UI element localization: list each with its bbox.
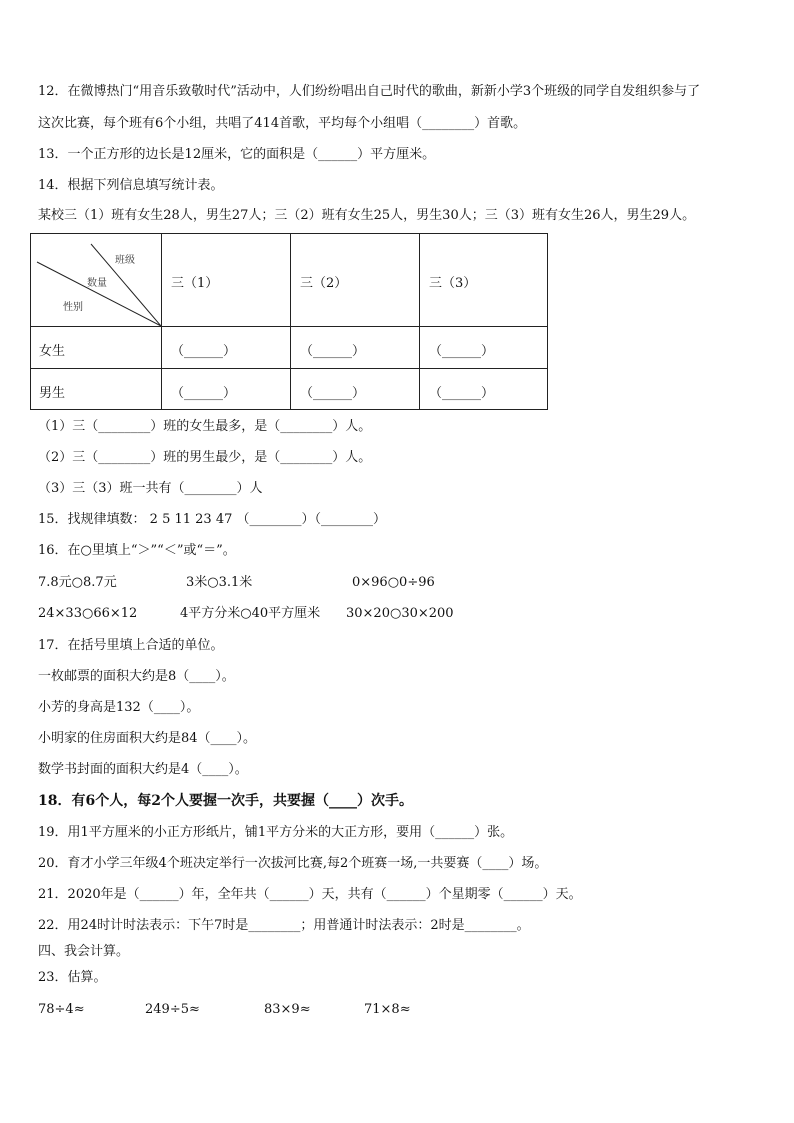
q20: 20．育才小学三年级4个班决定举行一次拔河比赛,每2个班赛一场,一共要赛（____）场。 <box>38 856 548 871</box>
corner-label-class: 班级 <box>115 255 135 266</box>
corner-label-quantity: 数量 <box>87 278 107 289</box>
male-blank-2: （______） <box>300 386 366 401</box>
q17-item-4: 数学书封面的面积大约是4（____）。 <box>38 762 248 777</box>
q14-sub2: （2）三（________）班的男生最少，是（________）人。 <box>38 450 372 465</box>
estimate-item: 71×8≈ <box>364 1002 411 1017</box>
statistics-table <box>30 233 548 410</box>
q14-title: 14．根据下列信息填写统计表。 <box>38 178 224 193</box>
male-blank-3: （______） <box>429 386 495 401</box>
female-blank-2: （______） <box>300 344 366 359</box>
q17-item-3: 小明家的住房面积大约是84（____）。 <box>38 731 257 746</box>
q17-item-1: 一枚邮票的面积大约是8（____）。 <box>38 669 235 684</box>
compare-item: 3米○3.1米 <box>186 575 253 590</box>
compare-item: 7.8元○8.7元 <box>38 575 117 590</box>
estimate-item: 249÷5≈ <box>145 1002 200 1017</box>
q23-title: 23．估算。 <box>38 970 107 985</box>
row-label-male: 男生 <box>39 386 66 401</box>
male-blank-1: （______） <box>171 386 237 401</box>
section-title: 四、我会计算。 <box>38 944 130 959</box>
q14-sub3: （3）三（3）班一共有（________）人 <box>38 481 263 496</box>
row-label-female: 女生 <box>39 344 66 359</box>
compare-item: 0×96○0÷96 <box>352 575 435 590</box>
estimate-item: 83×9≈ <box>264 1002 311 1017</box>
q17-title: 17．在括号里填上合适的单位。 <box>38 638 224 653</box>
q16-title: 16．在○里填上“＞”“＜”或“＝”。 <box>38 543 236 558</box>
q18: 18．有6个人，每2个人要握一次手，共要握（____）次手。 <box>38 793 413 809</box>
q13: 13．一个正方形的边长是12厘米，它的面积是（______）平方厘米。 <box>38 147 436 162</box>
female-blank-1: （______） <box>171 344 237 359</box>
q21: 21．2020年是（______）年，全年共（______）天，共有（______）个星期零（______）天。 <box>38 887 582 902</box>
column-header-2: 三（2） <box>300 276 348 291</box>
compare-item: 30×20○30×200 <box>346 606 454 621</box>
compare-item: 24×33○66×12 <box>38 606 138 621</box>
q15: 15．找规律填数： 2 5 11 23 47 （________）（________） <box>38 512 387 527</box>
q17-item-2: 小芳的身高是132（____）。 <box>38 700 200 715</box>
female-blank-3: （______） <box>429 344 495 359</box>
q19: 19．用1平方厘米的小正方形纸片，铺1平方分米的大正方形，要用（______）张。 <box>38 825 514 840</box>
estimate-item: 78÷4≈ <box>38 1002 85 1017</box>
q22: 22．用24时计时法表示：下午7时是________；用普通计时法表示：2时是________。 <box>38 918 530 933</box>
corner-label-gender: 性别 <box>63 302 83 313</box>
compare-item: 4平方分米○40平方厘米 <box>180 606 321 621</box>
q12-line2: 这次比赛，每个班有6个小组，共唱了414首歌，平均每个小组唱（________）首歌。 <box>38 116 527 131</box>
column-header-3: 三（3） <box>429 276 477 291</box>
q14-info: 某校三（1）班有女生28人，男生27人；三（2）班有女生25人，男生30人；三（3）班有女生26人，男生29人。 <box>38 208 696 223</box>
column-header-1: 三（1） <box>171 276 219 291</box>
q12-line1: 12．在微博热门“用音乐致敬时代”活动中，人们纷纷唱出自己时代的歌曲，新新小学3个班级的同学自发组织参与了 <box>38 84 701 99</box>
q14-sub1: （1）三（________）班的女生最多，是（________）人。 <box>38 419 372 434</box>
